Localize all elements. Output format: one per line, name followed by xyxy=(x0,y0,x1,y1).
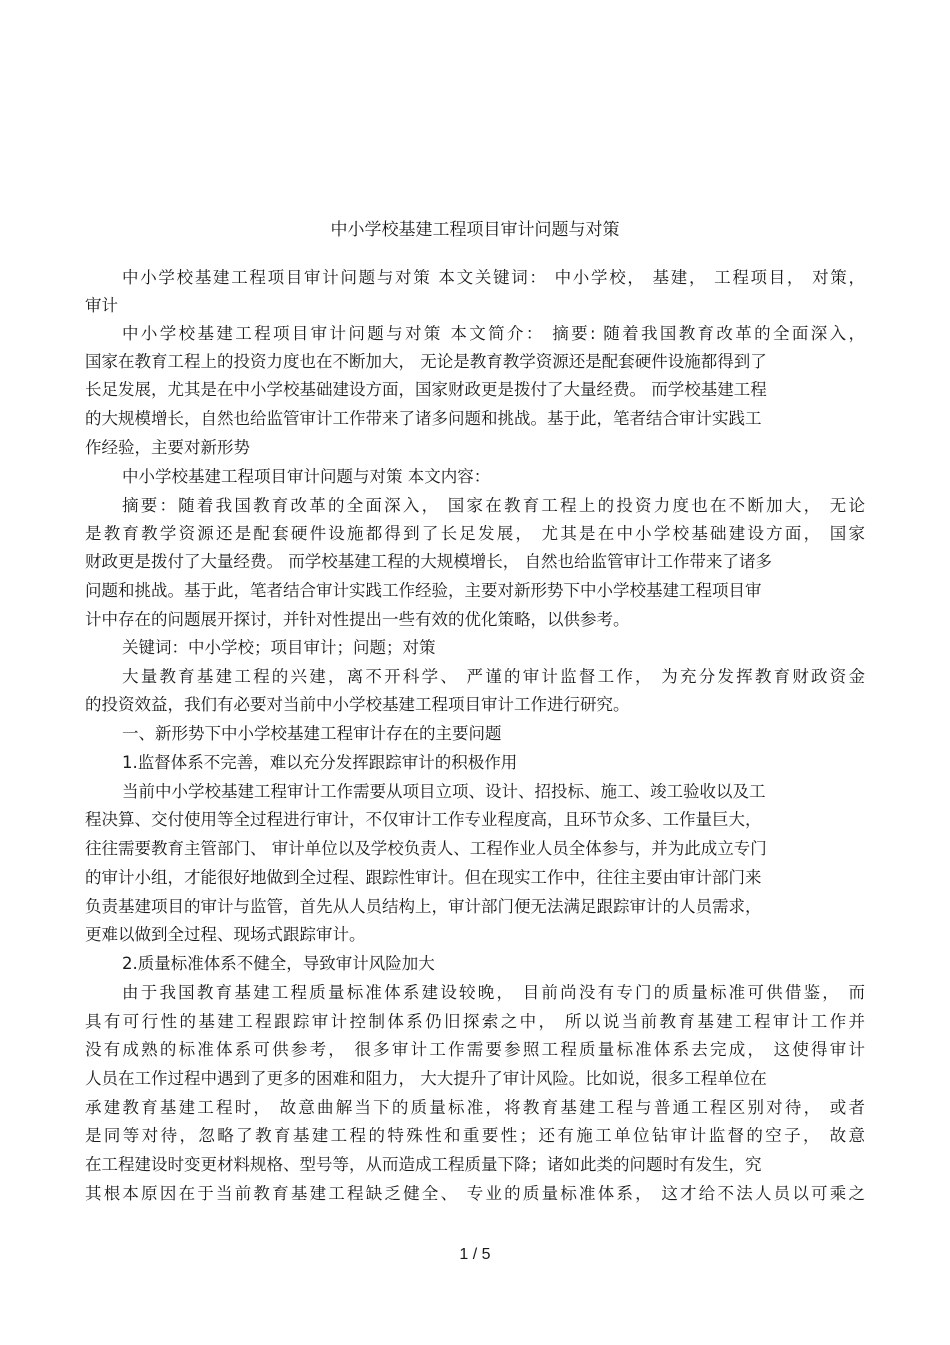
page-number: 1 / 5 xyxy=(459,1246,491,1263)
paragraph-line: 是教育教学资源还是配套硬件设施都得到了长足发展， 尤其是在中小学校基础建设方面， 国家 xyxy=(85,524,865,543)
paragraph-line: 具有可行性的基建工程跟踪审计控制体系仍旧探索之中， 所以说当前教育基建工程审计工作并 xyxy=(85,1012,865,1031)
paragraph-line: 在工程建设时变更材料规格、型号等，从而造成工程质量下降；诸如此类的问题时有发生，究 xyxy=(85,1155,762,1174)
paragraph-line: 的大规模增长，自然也给监管审计工作带来了诸多问题和挑战。基于此，笔者结合审计实践工 xyxy=(85,409,762,428)
paragraph-line: 中小学校基建工程项目审计问题与对策 本文内容： xyxy=(122,467,491,486)
paragraph-line: 人员在工作过程中遇到了更多的困难和阻力， 大大提升了审计风险。比如说，很多工程单位在 xyxy=(85,1069,767,1088)
paragraph-line: 中小学校基建工程项目审计问题与对策 本文关键词： 中小学校， 基建， 工程项目， 对策， xyxy=(122,268,865,287)
paragraph-line: 计中存在的问题展开探讨，并针对性提出一些有效的优化策略，以供参考。 xyxy=(85,610,630,629)
paragraph-line: 是同等对待，忽略了教育基建工程的特殊性和重要性；还有施工单位钻审计监督的空子， 故意 xyxy=(85,1126,865,1145)
paragraph-line: 国家在教育工程上的投资力度也在不断加大， 无论是教育教学资源还是配套硬件设施都得到了 xyxy=(85,352,767,371)
paragraph-line: 长足发展，尤其是在中小学校基础建设方面，国家财政更是拨付了大量经费。 而学校基建工程 xyxy=(85,380,767,399)
paragraph-line: 负责基建项目的审计与监管，首先从人员结构上，审计部门便无法满足跟踪审计的人员需求， xyxy=(85,897,762,916)
paragraph-line: 其根本原因在于当前教育基建工程缺乏健全、 专业的质量标准体系， 这才给不法人员以可乘之 xyxy=(85,1184,865,1203)
paragraph-line: 承建教育基建工程时， 故意曲解当下的质量标准，将教育基建工程与普通工程区别对待， 或者 xyxy=(85,1098,865,1117)
section-heading: 一、新形势下中小学校基建工程审计存在的主要问题 xyxy=(122,724,502,743)
paragraph-line: 摘要：随着我国教育改革的全面深入， 国家在教育工程上的投资力度也在不断加大， 无论 xyxy=(122,496,865,515)
paragraph-line: 当前中小学校基建工程审计工作需要从项目立项、设计、招投标、施工、竣工验收以及工 xyxy=(122,782,766,801)
keywords-line: 关键词：中小学校；项目审计；问题；对策 xyxy=(122,638,436,657)
paragraph-line: 没有成熟的标准体系可供参考， 很多审计工作需要参照工程质量标准体系去完成， 这使得审计 xyxy=(85,1040,865,1059)
paragraph-line: 由于我国教育基建工程质量标准体系建设较晚， 目前尚没有专门的质量标准可供借鉴， 而 xyxy=(122,983,865,1002)
paragraph-line: 的审计小组，才能很好地做到全过程、跟踪性审计。但在现实工作中，往往主要由审计部门来 xyxy=(85,868,762,887)
paragraph-line: 程决算、交付使用等全过程进行审计，不仅审计工作专业程度高，且环节众多、工作量巨大， xyxy=(85,810,762,829)
paragraph-line: 往往需要教育主管部门、 审计单位以及学校负责人、工程作业人员全体参与，并为此成立专门 xyxy=(85,839,767,858)
paragraph-line: 问题和挑战。基于此，笔者结合审计实践工作经验，主要对新形势下中小学校基建工程项目审 xyxy=(85,581,762,600)
paragraph-line: 财政更是拨付了大量经费。 而学校基建工程的大规模增长， 自然也给监管审计工作带来了诸多 xyxy=(85,552,772,571)
paragraph-line: 作经验，主要对新形势 xyxy=(85,438,250,457)
paragraph-line: 中小学校基建工程项目审计问题与对策 本文简介： 摘要: 随着我国教育改革的全面深入， xyxy=(122,324,865,343)
paragraph-line: 大量教育基建工程的兴建，离不开科学、 严谨的审计监督工作， 为充分发挥教育财政资金 xyxy=(122,667,865,686)
subsection-heading: 1.监督体系不完善，难以充分发挥跟踪审计的积极作用 xyxy=(122,753,518,772)
subsection-heading: 2.质量标准体系不健全，导致审计风险加大 xyxy=(122,954,435,973)
paragraph-line: 更难以做到全过程、现场式跟踪审计。 xyxy=(85,925,366,944)
document-title: 中小学校基建工程项目审计问题与对策 xyxy=(330,220,620,240)
paragraph-line: 审计 xyxy=(85,296,118,315)
paragraph-line: 的投资效益，我们有必要对当前中小学校基建工程项目审计工作进行研究。 xyxy=(85,695,630,714)
